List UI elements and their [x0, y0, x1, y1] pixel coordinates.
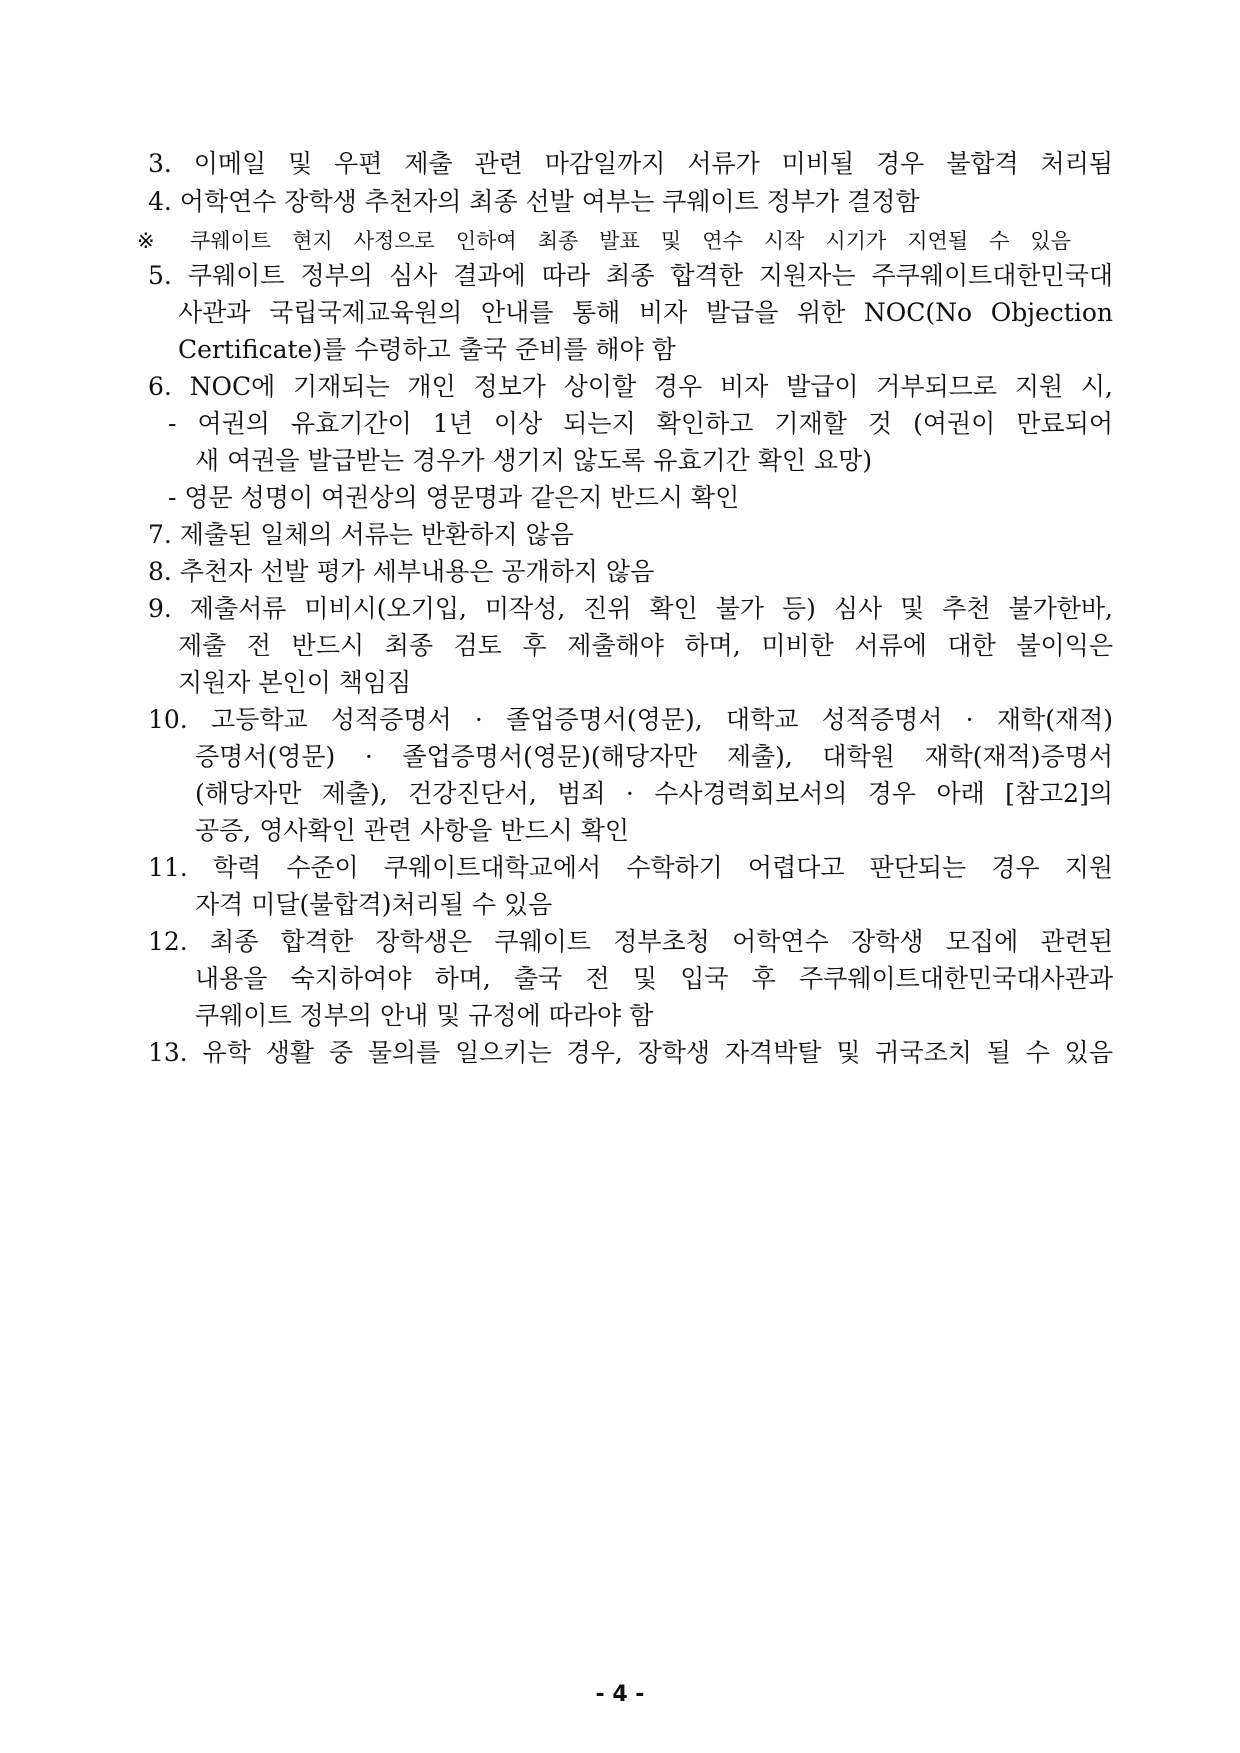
list-item-9-line-2: 제출 전 반드시 최종 검토 후 제출해야 하며, 미비한 서류에 대한 불이익은 — [178, 631, 1113, 660]
list-item-5-line-2: 사관과 국립국제교육원의 안내를 통해 비자 발급을 위한 NOC(No Objection — [178, 298, 1113, 327]
list-item-6: 6. NOC에 기재되는 개인 정보가 상이할 경우 비자 발급이 거부되므로 지원 시, — [148, 372, 1113, 401]
list-item-10-line-2: 증명서(영문) · 졸업증명서(영문)(해당자만 제출), 대학원 재학(재적)증명서 — [195, 742, 1113, 771]
list-item-9-line-3: 지원자 본인이 책임짐 — [178, 668, 412, 697]
list-item-9: 9. 제출서류 미비시(오기입, 미작성, 진위 확인 불가 등) 심사 및 추천 불가한바, — [148, 594, 1113, 623]
list-item-12-line-2: 내용을 숙지하여야 하며, 출국 전 및 입국 후 주쿠웨이트대한민국대사관과 — [195, 964, 1113, 993]
page-number: - 4 - — [595, 1682, 645, 1707]
list-item-6-sub-1: - 여권의 유효기간이 1년 이상 되는지 확인하고 기재할 것 (여권이 만료되어 — [168, 409, 1113, 438]
list-item-12-line-3: 쿠웨이트 정부의 안내 및 규정에 따라야 함 — [195, 1001, 654, 1030]
list-item-6-sub-2: - 영문 성명이 여권상의 영문명과 같은지 반드시 확인 — [168, 483, 740, 512]
list-item-10-line-4: 공증, 영사확인 관련 사항을 반드시 확인 — [195, 816, 630, 845]
list-item-5-line-3: Certificate)를 수령하고 출국 준비를 해야 함 — [178, 335, 676, 364]
list-item-10: 10. 고등학교 성적증명서 · 졸업증명서(영문), 대학교 성적증명서 · 재학(재적) — [148, 705, 1113, 734]
list-item-5: 5. 쿠웨이트 정부의 심사 결과에 따라 최종 합격한 지원자는 주쿠웨이트대한민국대 — [148, 261, 1113, 290]
list-item-6-sub-1-line-2: 새 여권을 발급받는 경우가 생기지 않도록 유효기간 확인 요망) — [195, 446, 873, 475]
list-item-8: 8. 추천자 선발 평가 세부내용은 공개하지 않음 — [148, 557, 655, 586]
list-item-11-line-2: 자격 미달(불합격)처리될 수 있음 — [195, 890, 553, 919]
list-item-10-line-3: (해당자만 제출), 건강진단서, 범죄 · 수사경력회보서의 경우 아래 [참고2]의 — [195, 779, 1113, 808]
list-item-4: 4. 어학연수 장학생 추천자의 최종 선발 여부는 쿠웨이트 정부가 결정함 — [148, 187, 920, 216]
list-item-11: 11. 학력 수준이 쿠웨이트대학교에서 수학하기 어렵다고 판단되는 경우 지원 — [148, 853, 1113, 882]
list-item-7: 7. 제출된 일체의 서류는 반환하지 않음 — [148, 520, 574, 549]
note-line: ※ 쿠웨이트 현지 사정으로 인하여 최종 발표 및 연수 시작 시기가 지연될 수 있음 — [137, 229, 1071, 253]
list-item-12: 12. 최종 합격한 장학생은 쿠웨이트 정부초청 어학연수 장학생 모집에 관련된 — [148, 927, 1113, 956]
list-item-13: 13. 유학 생활 중 물의를 일으키는 경우, 장학생 자격박탈 및 귀국조치 될 수 있음 — [148, 1038, 1113, 1067]
list-item-3: 3. 이메일 및 우편 제출 관련 마감일까지 서류가 미비될 경우 불합격 처리됨 — [148, 149, 1113, 178]
